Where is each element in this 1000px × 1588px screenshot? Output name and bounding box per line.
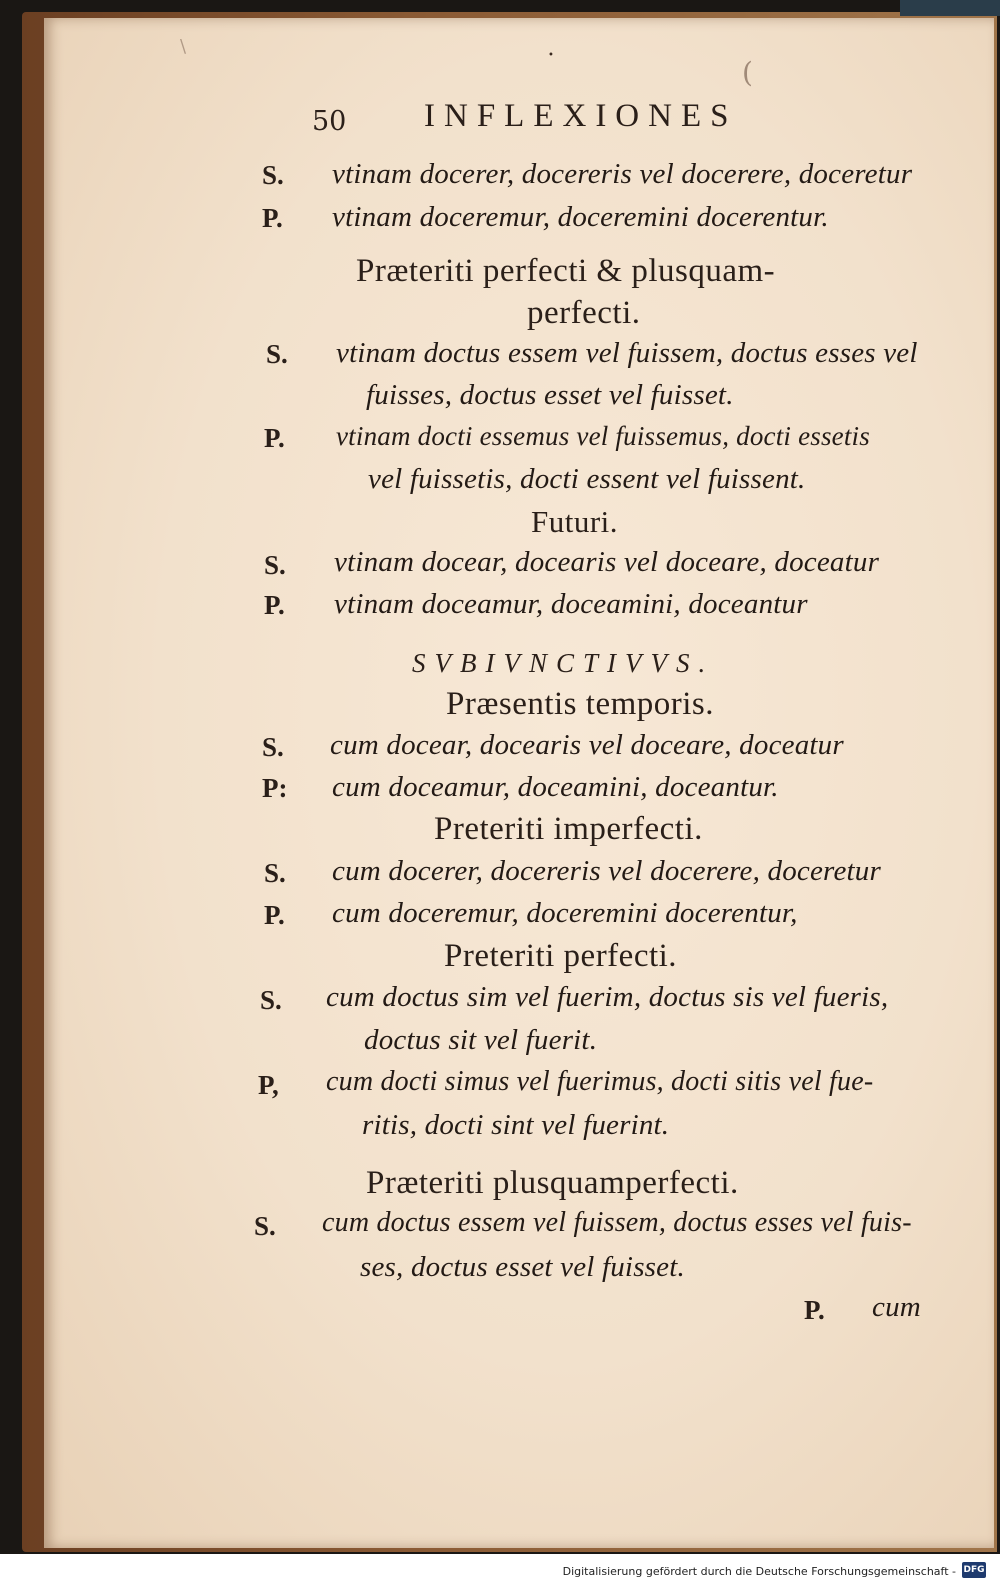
text-line: vtinam doceamur, doceamini, doceantur: [334, 588, 808, 620]
text-line: vtinam docti essemus vel fuissemus, docti essetis: [336, 421, 870, 451]
section-heading: Futuri.: [531, 504, 619, 539]
line-marker: P.: [262, 203, 283, 233]
section-heading: Preteriti perfecti.: [444, 938, 678, 974]
text-line: vtinam docear, docearis vel doceare, doceatur: [334, 546, 880, 578]
line-marker: S.: [262, 732, 284, 762]
text-line: vtinam doceremur, doceremini docerentur.: [332, 201, 829, 233]
ink-dot: •: [548, 50, 554, 61]
catchword: cum: [872, 1291, 921, 1323]
line-marker: P.: [264, 900, 285, 930]
text-line: ses, doctus esset vel fuisset.: [360, 1251, 685, 1283]
line-marker: P.: [264, 590, 285, 620]
text-line: cum doctus essem vel fuissem, doctus esses vel fuis-: [322, 1207, 912, 1238]
line-marker: S.: [264, 550, 286, 580]
book-cover-corner: [900, 0, 1000, 16]
section-heading: Præteriti plusquamperfecti.: [366, 1165, 739, 1201]
line-marker: S.: [262, 160, 284, 190]
text-line: ritis, docti sint vel fuerint.: [362, 1109, 670, 1141]
catchword-marker: P.: [804, 1295, 825, 1325]
line-marker: S.: [264, 858, 286, 888]
text-line: vtinam doctus essem vel fuissem, doctus esses vel: [336, 337, 918, 369]
text-line: vtinam docerer, docereris vel docerere, doceretur: [332, 158, 913, 190]
text-line: doctus sit vel fuerit.: [364, 1024, 598, 1056]
text-line: cum docti simus vel fuerimus, docti sitis vel fue-: [326, 1066, 874, 1097]
dfg-logo: DFG: [962, 1562, 986, 1578]
section-heading: Preteriti imperfecti.: [434, 811, 703, 847]
text-line: fuisses, doctus esset vel fuisset.: [366, 379, 734, 411]
text-line: cum docear, docearis vel doceare, doceatur: [330, 729, 844, 761]
text-line: cum doceamur, doceamini, doceantur.: [332, 771, 779, 803]
line-marker: S.: [266, 339, 288, 369]
ink-smudge: \: [180, 36, 187, 57]
line-marker: P:: [262, 773, 288, 803]
digitization-credit: Digitalisierung gefördert durch die Deutsche Forschungsgemeinschaft -: [562, 1565, 956, 1578]
line-marker: S.: [254, 1211, 276, 1241]
text-line: cum docerer, docereris vel docerere, doceretur: [332, 855, 881, 887]
pencil-mark: (: [742, 56, 753, 89]
mood-heading: SVBIVNCTIVVS.: [412, 648, 715, 678]
running-head: INFLEXIONES: [424, 98, 738, 134]
text-line: vel fuissetis, docti essent vel fuissent.: [368, 463, 806, 495]
section-heading: Præsentis temporis.: [446, 686, 715, 722]
line-marker: P.: [264, 423, 285, 453]
text-line: cum doceremur, doceremini docerentur,: [332, 897, 798, 929]
line-marker: S.: [260, 985, 282, 1015]
section-heading: Præteriti perfecti & plusquam-: [356, 253, 776, 289]
line-marker: P,: [258, 1070, 279, 1100]
page-number: 50: [312, 106, 347, 137]
text-line: cum doctus sim vel fuerim, doctus sis vel fueris,: [326, 981, 889, 1013]
section-heading: perfecti.: [527, 295, 641, 331]
